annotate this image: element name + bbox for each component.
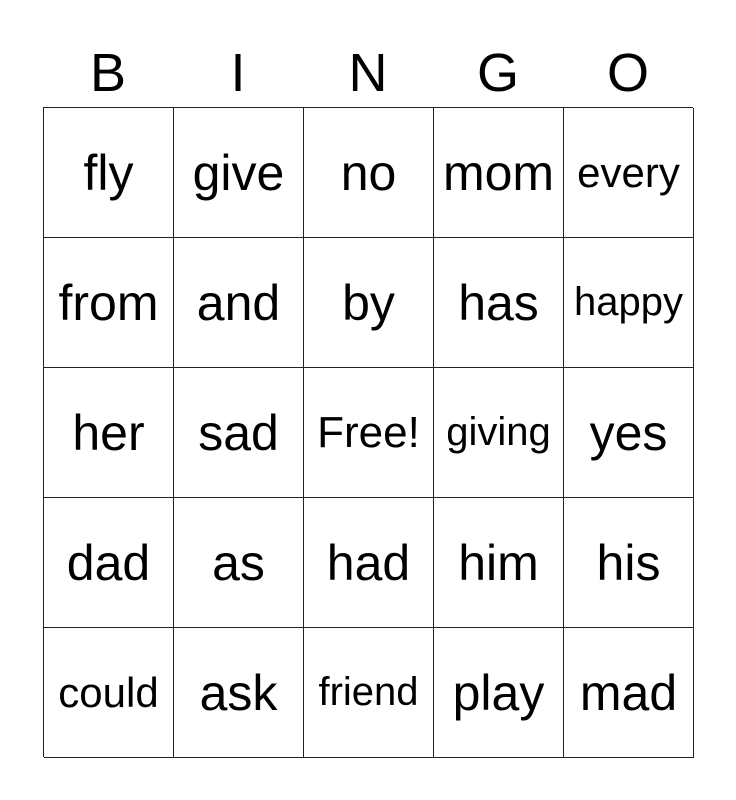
bingo-cell: play	[434, 628, 564, 758]
bingo-cell: could	[44, 628, 174, 758]
bingo-cell: give	[174, 108, 304, 238]
bingo-cell: as	[174, 498, 304, 628]
bingo-cell: has	[434, 238, 564, 368]
bingo-cell: friend	[304, 628, 434, 758]
bingo-cell: yes	[564, 368, 694, 498]
bingo-cell: happy	[564, 238, 694, 368]
bingo-header	[43, 40, 693, 106]
bingo-cell: her	[44, 368, 174, 498]
bingo-cell: every	[564, 108, 694, 238]
bingo-cell: from	[44, 238, 174, 368]
bingo-cell: fly	[44, 108, 174, 238]
bingo-cell: him	[434, 498, 564, 628]
header-letter-b: B	[89, 43, 127, 103]
header-letter-i: I	[230, 43, 246, 103]
header-letter-o: O	[606, 43, 649, 103]
bingo-cell: had	[304, 498, 434, 628]
bingo-grid	[43, 107, 693, 757]
bingo-cell: and	[174, 238, 304, 368]
bingo-cell: mad	[564, 628, 694, 758]
bingo-cell: no	[304, 108, 434, 238]
bingo-cell: by	[304, 238, 434, 368]
bingo-cell: mom	[434, 108, 564, 238]
bingo-cell: ask	[174, 628, 304, 758]
header-letter-n: N	[348, 43, 388, 103]
bingo-cell: sad	[174, 368, 304, 498]
free-space-cell: Free!	[304, 368, 434, 498]
bingo-cell: giving	[434, 368, 564, 498]
header-letter-g: G	[476, 43, 519, 103]
bingo-cell: dad	[44, 498, 174, 628]
bingo-cell: his	[564, 498, 694, 628]
